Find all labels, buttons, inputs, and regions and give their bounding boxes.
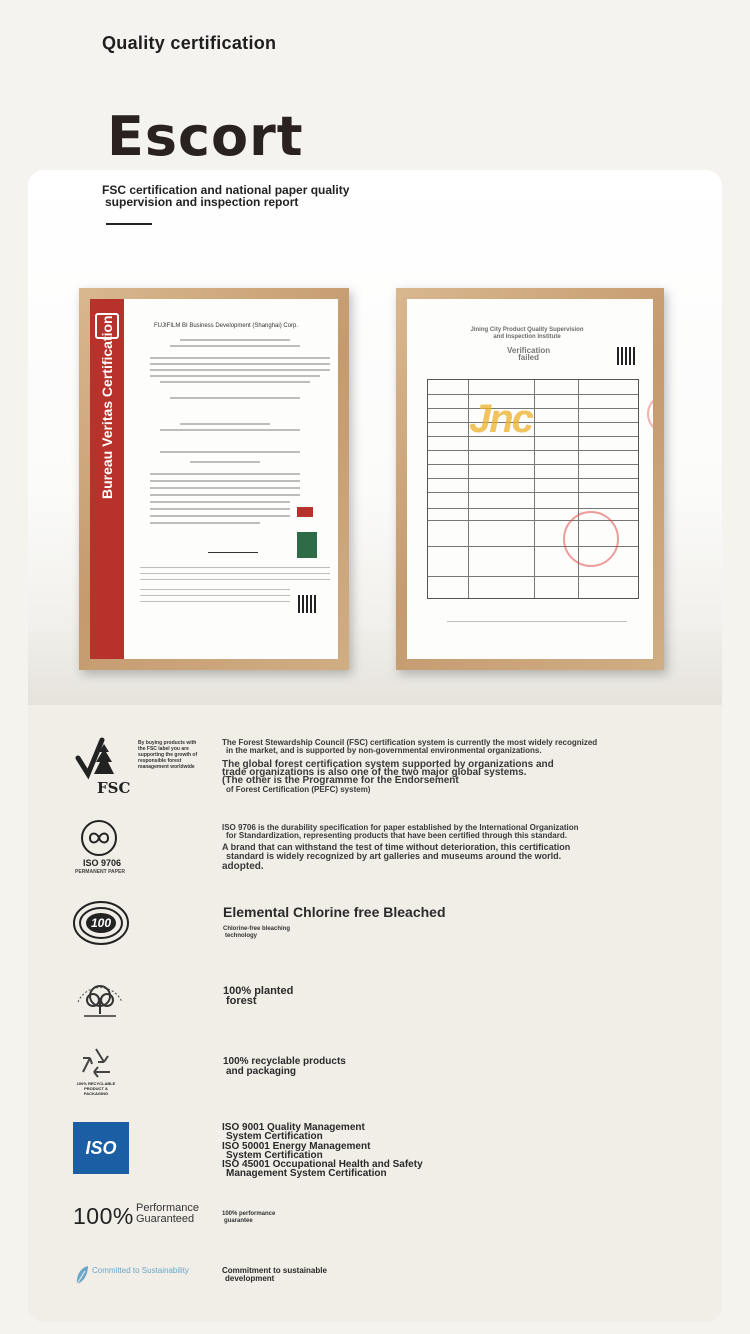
sustainability-icon-text: Committed to Sustainability: [92, 1266, 189, 1275]
planted-forest-icon: [72, 972, 128, 1018]
certificate-company: FUJIFILM BI Business Development (Shanghai) Corp.: [154, 323, 299, 329]
bureau-veritas-text: Bureau Veritas Certification: [99, 315, 115, 499]
iso9706-desc-line-2: for Standardization, representing products that have been certified through this standard.: [226, 831, 567, 840]
iso-line-6: Management System Certification: [226, 1168, 387, 1179]
fsc-desc-line-3: The global forest certification system supported by organizations and: [222, 759, 554, 770]
iso9706-desc-line-4: standard is widely recognized by art galleries and museums around the world.: [226, 851, 562, 861]
permanent-paper-label: PERMANENT PAPER: [75, 869, 125, 875]
doc-line: [150, 480, 300, 482]
recyclable-icon-label: 100% RECYCLABLE PRODUCT & PACKAGING: [76, 1081, 116, 1096]
brand-name: Escort: [107, 105, 304, 168]
doc-line: [140, 595, 290, 596]
table-divider: [428, 576, 638, 577]
table-divider: [428, 394, 638, 395]
performance-word-2: Guaranteed: [136, 1213, 195, 1225]
performance-word-1: Performance: [136, 1202, 199, 1214]
performance-line-1: 100% performance: [222, 1211, 276, 1217]
table-divider: [428, 492, 638, 493]
fsc-desc-line-4: trade organizations is also one of the two major global systems.: [222, 767, 527, 778]
ecf-sub-line-2: technology: [225, 933, 258, 939]
doc-line: [150, 357, 330, 359]
doc-line: [170, 397, 300, 399]
report-stamp-text: [507, 347, 550, 361]
iso9706-desc-line-3: A brand that can withstand the test of time without deterioration, this certification: [222, 842, 571, 852]
iso-line-4: System Certification: [226, 1150, 323, 1161]
performance-number: 100%: [73, 1203, 134, 1229]
signature-line: [447, 621, 627, 622]
table-divider: [428, 478, 638, 479]
report-title: [447, 327, 607, 341]
doc-line: [150, 375, 320, 377]
table-divider: [428, 408, 638, 409]
report-table: [427, 379, 639, 599]
doc-line: [140, 601, 290, 602]
table-divider: [428, 464, 638, 465]
doc-line: [140, 567, 330, 568]
jnc-watermark: Jnc: [469, 397, 532, 441]
planted-title-line-1: 100% planted: [223, 985, 294, 997]
sustainability-line-2: development: [225, 1274, 275, 1283]
doc-line: [160, 451, 300, 453]
fsc-tree-icon: [297, 532, 317, 558]
asi-logo-icon: [297, 507, 313, 517]
inspection-report-frame[interactable]: [396, 288, 664, 670]
planted-title-line-2: forest: [226, 995, 257, 1007]
doc-line: [150, 363, 330, 365]
doc-line: [140, 589, 290, 590]
inspection-report-document: [407, 299, 653, 659]
doc-line: [150, 494, 300, 496]
subtitle-line-2: supervision and inspection report: [105, 195, 299, 209]
doc-line: [150, 522, 260, 524]
leaf-icon: [74, 1264, 90, 1286]
report-title-line-2: and Inspection Institute: [493, 334, 561, 340]
section-subtitle: [102, 184, 349, 208]
doc-line: [150, 508, 290, 510]
iso9706-label: ISO 9706: [82, 858, 122, 868]
doc-line: [150, 369, 330, 371]
iso-logo-icon: [73, 1122, 129, 1174]
performance-word: [136, 1203, 199, 1225]
ecf-title: [223, 904, 446, 920]
table-divider: [428, 508, 638, 509]
doc-line: [160, 429, 300, 431]
doc-line: [140, 573, 330, 574]
fsc-caption: By buying products with the FSC label you are supporting the growth of responsible forest management worldwide: [138, 740, 198, 770]
recyclable-title-line-1: 100% recyclable products: [223, 1056, 346, 1067]
bureau-veritas-band: [90, 299, 124, 659]
iso-logo-text: ISO: [85, 1138, 117, 1158]
doc-line: [140, 579, 330, 580]
doc-line: [150, 473, 300, 475]
stamp-line-2: failed: [518, 353, 540, 362]
doc-line: [150, 487, 300, 489]
fsc-desc-line-6: of Forest Certification (PEFC) system): [226, 785, 371, 794]
ecf-title-text: Elemental Chlorine free Bleached: [223, 904, 446, 920]
doc-line: [160, 381, 310, 383]
doc-line: [150, 515, 290, 517]
fsc-checkmark-tree-icon: [72, 734, 132, 782]
sustainability-line-1: Commitment to sustainable: [222, 1266, 327, 1275]
ecf-icon-number: 100: [90, 916, 112, 930]
table-divider: [428, 450, 638, 451]
fsc-certificate-document: [90, 299, 338, 659]
iso-line-1: ISO 9001 Quality Management: [222, 1122, 365, 1133]
iso-line-5: ISO 45001 Occupational Health and Safety: [222, 1159, 423, 1170]
fsc-desc-line-1: The Forest Stewardship Council (FSC) certification system is currently the most widely recognized: [222, 738, 598, 747]
table-divider: [534, 380, 535, 598]
iso-line-2: System Certification: [226, 1131, 323, 1142]
qr-code-icon: [298, 595, 316, 613]
performance-line-2: guarantee: [224, 1218, 253, 1224]
fsc-certificate-frame[interactable]: [79, 288, 349, 670]
fsc-label: FSC: [97, 779, 131, 797]
fsc-desc-line-5: (The other is the Programme for the Endorsement: [222, 775, 459, 786]
table-divider: [428, 422, 638, 423]
table-divider: [428, 436, 638, 437]
recyclable-title-line-2: and packaging: [226, 1066, 297, 1077]
doc-line: [170, 345, 300, 347]
red-seal-icon: [647, 394, 653, 434]
iso-line-3: ISO 50001 Energy Management: [222, 1141, 371, 1152]
signature: [208, 539, 258, 553]
page-title: Quality certification: [102, 33, 277, 53]
ecf-sub-line-1: Chlorine-free bleaching: [223, 926, 291, 932]
report-title-line-1: Jining City Product Quality Supervision: [470, 327, 584, 333]
recycle-icon: [78, 1046, 114, 1080]
subtitle-underline: [106, 223, 152, 225]
table-divider: [578, 380, 579, 598]
doc-line: [190, 461, 260, 463]
iso9706-desc-line-5: adopted.: [222, 861, 264, 872]
subtitle-line-1: FSC certification and national paper quality: [102, 183, 350, 197]
doc-line: [180, 339, 290, 341]
qr-code-icon: [617, 347, 635, 365]
doc-line: [150, 501, 290, 503]
red-seal-icon: [563, 511, 619, 567]
infinity-icon: [80, 819, 118, 857]
doc-line: [180, 423, 270, 425]
iso9706-desc-line-1: ISO 9706 is the durability specification for paper established by the International Organization: [222, 823, 579, 832]
stamp-line-1: Verification: [507, 346, 551, 355]
fsc-desc-line-2: in the market, and is supported by non-governmental environmental organizations.: [226, 746, 542, 755]
